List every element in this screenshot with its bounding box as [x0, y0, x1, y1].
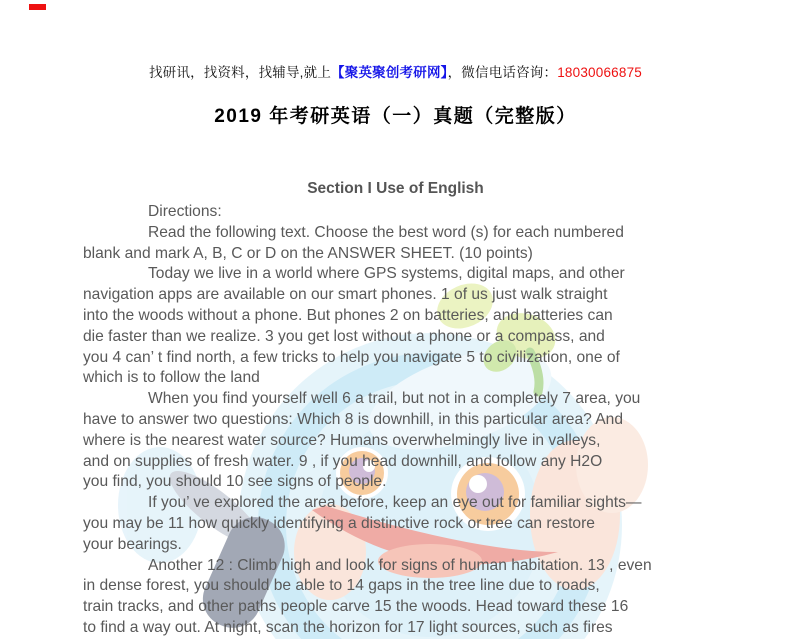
text-line: If you’ ve explored the area before, keep an eye out for familiar sights— — [148, 494, 642, 512]
text-line: you 4 can’ t find north, a few tricks to help you navigate 5 to civilization, one of — [83, 348, 620, 366]
text-line: where is the nearest water source? Humans overwhelmingly live in valleys, — [83, 431, 601, 449]
text-line: you may be 11 how quickly identifying a distinctive rock or tree can restore — [83, 514, 595, 532]
text-line: When you find yourself well 6 a trail, but not in a completely 7 area, you — [148, 390, 641, 408]
text-line: die faster than we realize. 3 you get lost without a phone or a compass, and — [83, 327, 605, 345]
text-line: and on supplies of fresh water. 9 , if you head downhill, and follow any H2O — [83, 452, 603, 470]
text-line: to find a way out. At night, scan the horizon for 17 light sources, such as fires — [83, 618, 613, 636]
text-line: your bearings. — [83, 535, 182, 553]
text-line: train tracks, and other paths people carve 15 the woods. Head toward these 16 — [83, 598, 629, 616]
document-title: 2019 年考研英语（一）真题（完整版） — [214, 106, 577, 127]
promo-phone-number: 18030066875 — [557, 65, 643, 80]
section-heading: Section I Use of English — [307, 180, 484, 197]
text-line: you find, you should 10 see signs of people. — [83, 473, 387, 491]
text-line: have to answer two questions: Which 8 is downhill, in this particular area? And — [83, 410, 624, 428]
text-line: Read the following text. Choose the best word (s) for each numbered — [148, 223, 624, 241]
text-line: navigation apps are available on our smart phones. 1 of us just walk straight — [83, 286, 608, 304]
text-line: in dense forest, you should be able to 14 gaps in the tree line due to roads, — [83, 577, 600, 595]
text-line: Today we live in a world where GPS systems, digital maps, and other — [148, 265, 625, 283]
promo-text-middle: ，微信电话咨询： — [447, 65, 558, 80]
text-line: Directions: — [148, 203, 222, 220]
passage-text — [83, 202, 733, 639]
text-line: blank and mark A, B, C or D on the ANSWER SHEET. (10 points) — [83, 244, 533, 262]
text-line: Another 12 : Climb high and look for signs of human habitation. 13 , even — [148, 556, 652, 574]
promo-text-prefix: 找研讯，找资料，找辅导,就上 — [148, 65, 332, 80]
promo-brand-link[interactable]: 【聚英聚创考研网】 — [331, 65, 448, 80]
text-line: into the woods without a phone. But phones 2 on batteries, and batteries can — [83, 306, 613, 324]
text-line: which is to follow the land — [83, 369, 260, 387]
promo-header — [0, 61, 791, 81]
